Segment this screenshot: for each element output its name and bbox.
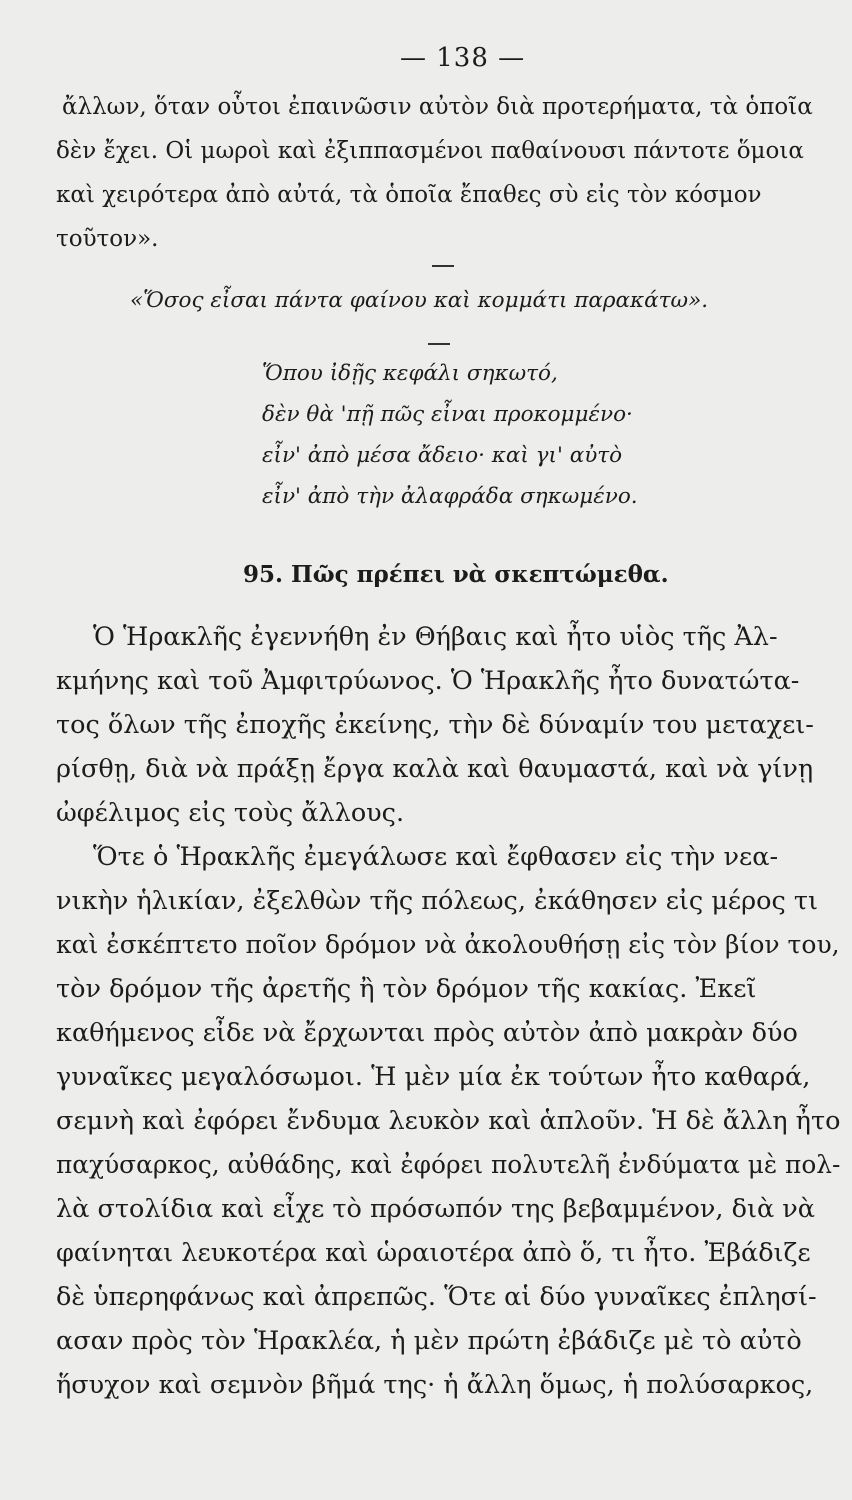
text-line: καθήμενος εἶδε νὰ ἔρχωνται πρὸς αὐτὸν ἀπὸ μακρὰν δύο	[56, 1018, 798, 1048]
text-line: ἥσυχον καὶ σεμνὸν βῆμά της· ἡ ἄλλη ὅμως, ἡ πολύσαρκος,	[56, 1370, 814, 1400]
text-line: ασαν πρὸς τὸν Ἡρακλέα, ἡ μὲν πρώτη ἐβάδιζε μὲ τὸ αὐτὸ	[56, 1326, 802, 1356]
verse-line: Ὅπου ἰδῇς κεφάλι σηκωτό,	[262, 361, 558, 386]
section-heading: 95. Πῶς πρέπει νὰ σκεπτώμεθα.	[243, 561, 669, 588]
text-line: τὸν δρόμον τῆς ἀρετῆς ἢ τὸν δρόμον τῆς κακίας. Ἐκεῖ	[56, 974, 757, 1004]
text-line: σεμνὴ καὶ ἐφόρει ἔνδυμα λευκὸν καὶ ἁπλοῦν. Ἡ δὲ ἄλλη ἦτο	[56, 1106, 841, 1136]
text-line: Ὁ Ἡρακλῆς ἐγεννήθη ἐν Θήβαις καὶ ἦτο υἱὸς τῆς Ἀλ-	[93, 622, 778, 652]
text-line: δὲν ἔχει. Οἱ μωροὶ καὶ ἐξιππασμένοι παθαίνουσι πάντοτε ὅμοια	[56, 138, 804, 164]
text-line: ὠφέλιμος εἰς τοὺς ἄλλους.	[56, 798, 405, 828]
text-line: τοῦτον».	[56, 226, 159, 252]
text-line: φαίνηται λευκοτέρα καὶ ὡραιοτέρα ἀπὸ ὅ, τι ἦτο. Ἐβάδιζε	[56, 1238, 811, 1268]
verse-line: δὲν θὰ 'πῇ πῶς εἶναι προκομμένο·	[262, 402, 633, 427]
verse-line: εἶν' ἀπὸ μέσα ἄδειο· καὶ γι' αὐτὸ	[262, 443, 623, 468]
text-line: Ὅτε ὁ Ἡρακλῆς ἐμεγάλωσε καὶ ἔφθασεν εἰς τὴν νεα-	[93, 842, 779, 872]
text-line: καὶ ἐσκέπτετο ποῖον δρόμον νὰ ἀκολουθήσῃ εἰς τὸν βίον του,	[56, 930, 840, 960]
text-line: καὶ χειρότερα ἀπὸ αὐτά, τὰ ὁποῖα ἔπαθες σὺ εἰς τὸν κόσμον	[56, 182, 762, 208]
page-number: — 138 —	[400, 43, 526, 73]
verse-line: εἶν' ἀπὸ τὴν ἀλαφράδα σηκωμένο.	[262, 484, 638, 509]
text-line: νικὴν ἡλικίαν, ἐξελθὼν τῆς πόλεως, ἐκάθησεν εἰς μέρος τι	[56, 886, 818, 916]
proverb: «Ὅσος εἶσαι πάντα φαίνου καὶ κομμάτι παρακάτω».	[130, 288, 709, 313]
text-line: παχύσαρκος, αὐθάδης, καὶ ἐφόρει πολυτελῆ ἐνδύματα μὲ πολ-	[56, 1150, 841, 1180]
text-line: ρίσθῃ, διὰ νὰ πράξῃ ἔργα καλὰ καὶ θαυμαστά, καὶ νὰ γίνῃ	[56, 754, 814, 784]
text-line: γυναῖκες μεγαλόσωμοι. Ἡ μὲν μία ἐκ τούτων ἦτο καθαρά,	[56, 1062, 811, 1092]
text-line: κμήνης καὶ τοῦ Ἀμφιτρύωνος. Ὁ Ἡρακλῆς ἦτο δυνατώτα-	[56, 666, 800, 696]
separator-dash	[432, 265, 454, 267]
text-line: ἄλλων, ὅταν οὗτοι ἐπαινῶσιν αὐτὸν διὰ προτερήματα, τὰ ὁποῖα	[62, 94, 813, 120]
text-line: λὰ στολίδια καὶ εἶχε τὸ πρόσωπόν της βεβαμμένον, διὰ νὰ	[56, 1194, 816, 1224]
text-line: τος ὅλων τῆς ἐποχῆς ἐκείνης, τὴν δὲ δύναμίν του μεταχει-	[56, 710, 814, 740]
separator-dash	[428, 343, 450, 345]
text-line: δὲ ὑπερηφάνως καὶ ἀπρεπῶς. Ὅτε αἱ δύο γυναῖκες ἐπλησί-	[56, 1282, 817, 1312]
